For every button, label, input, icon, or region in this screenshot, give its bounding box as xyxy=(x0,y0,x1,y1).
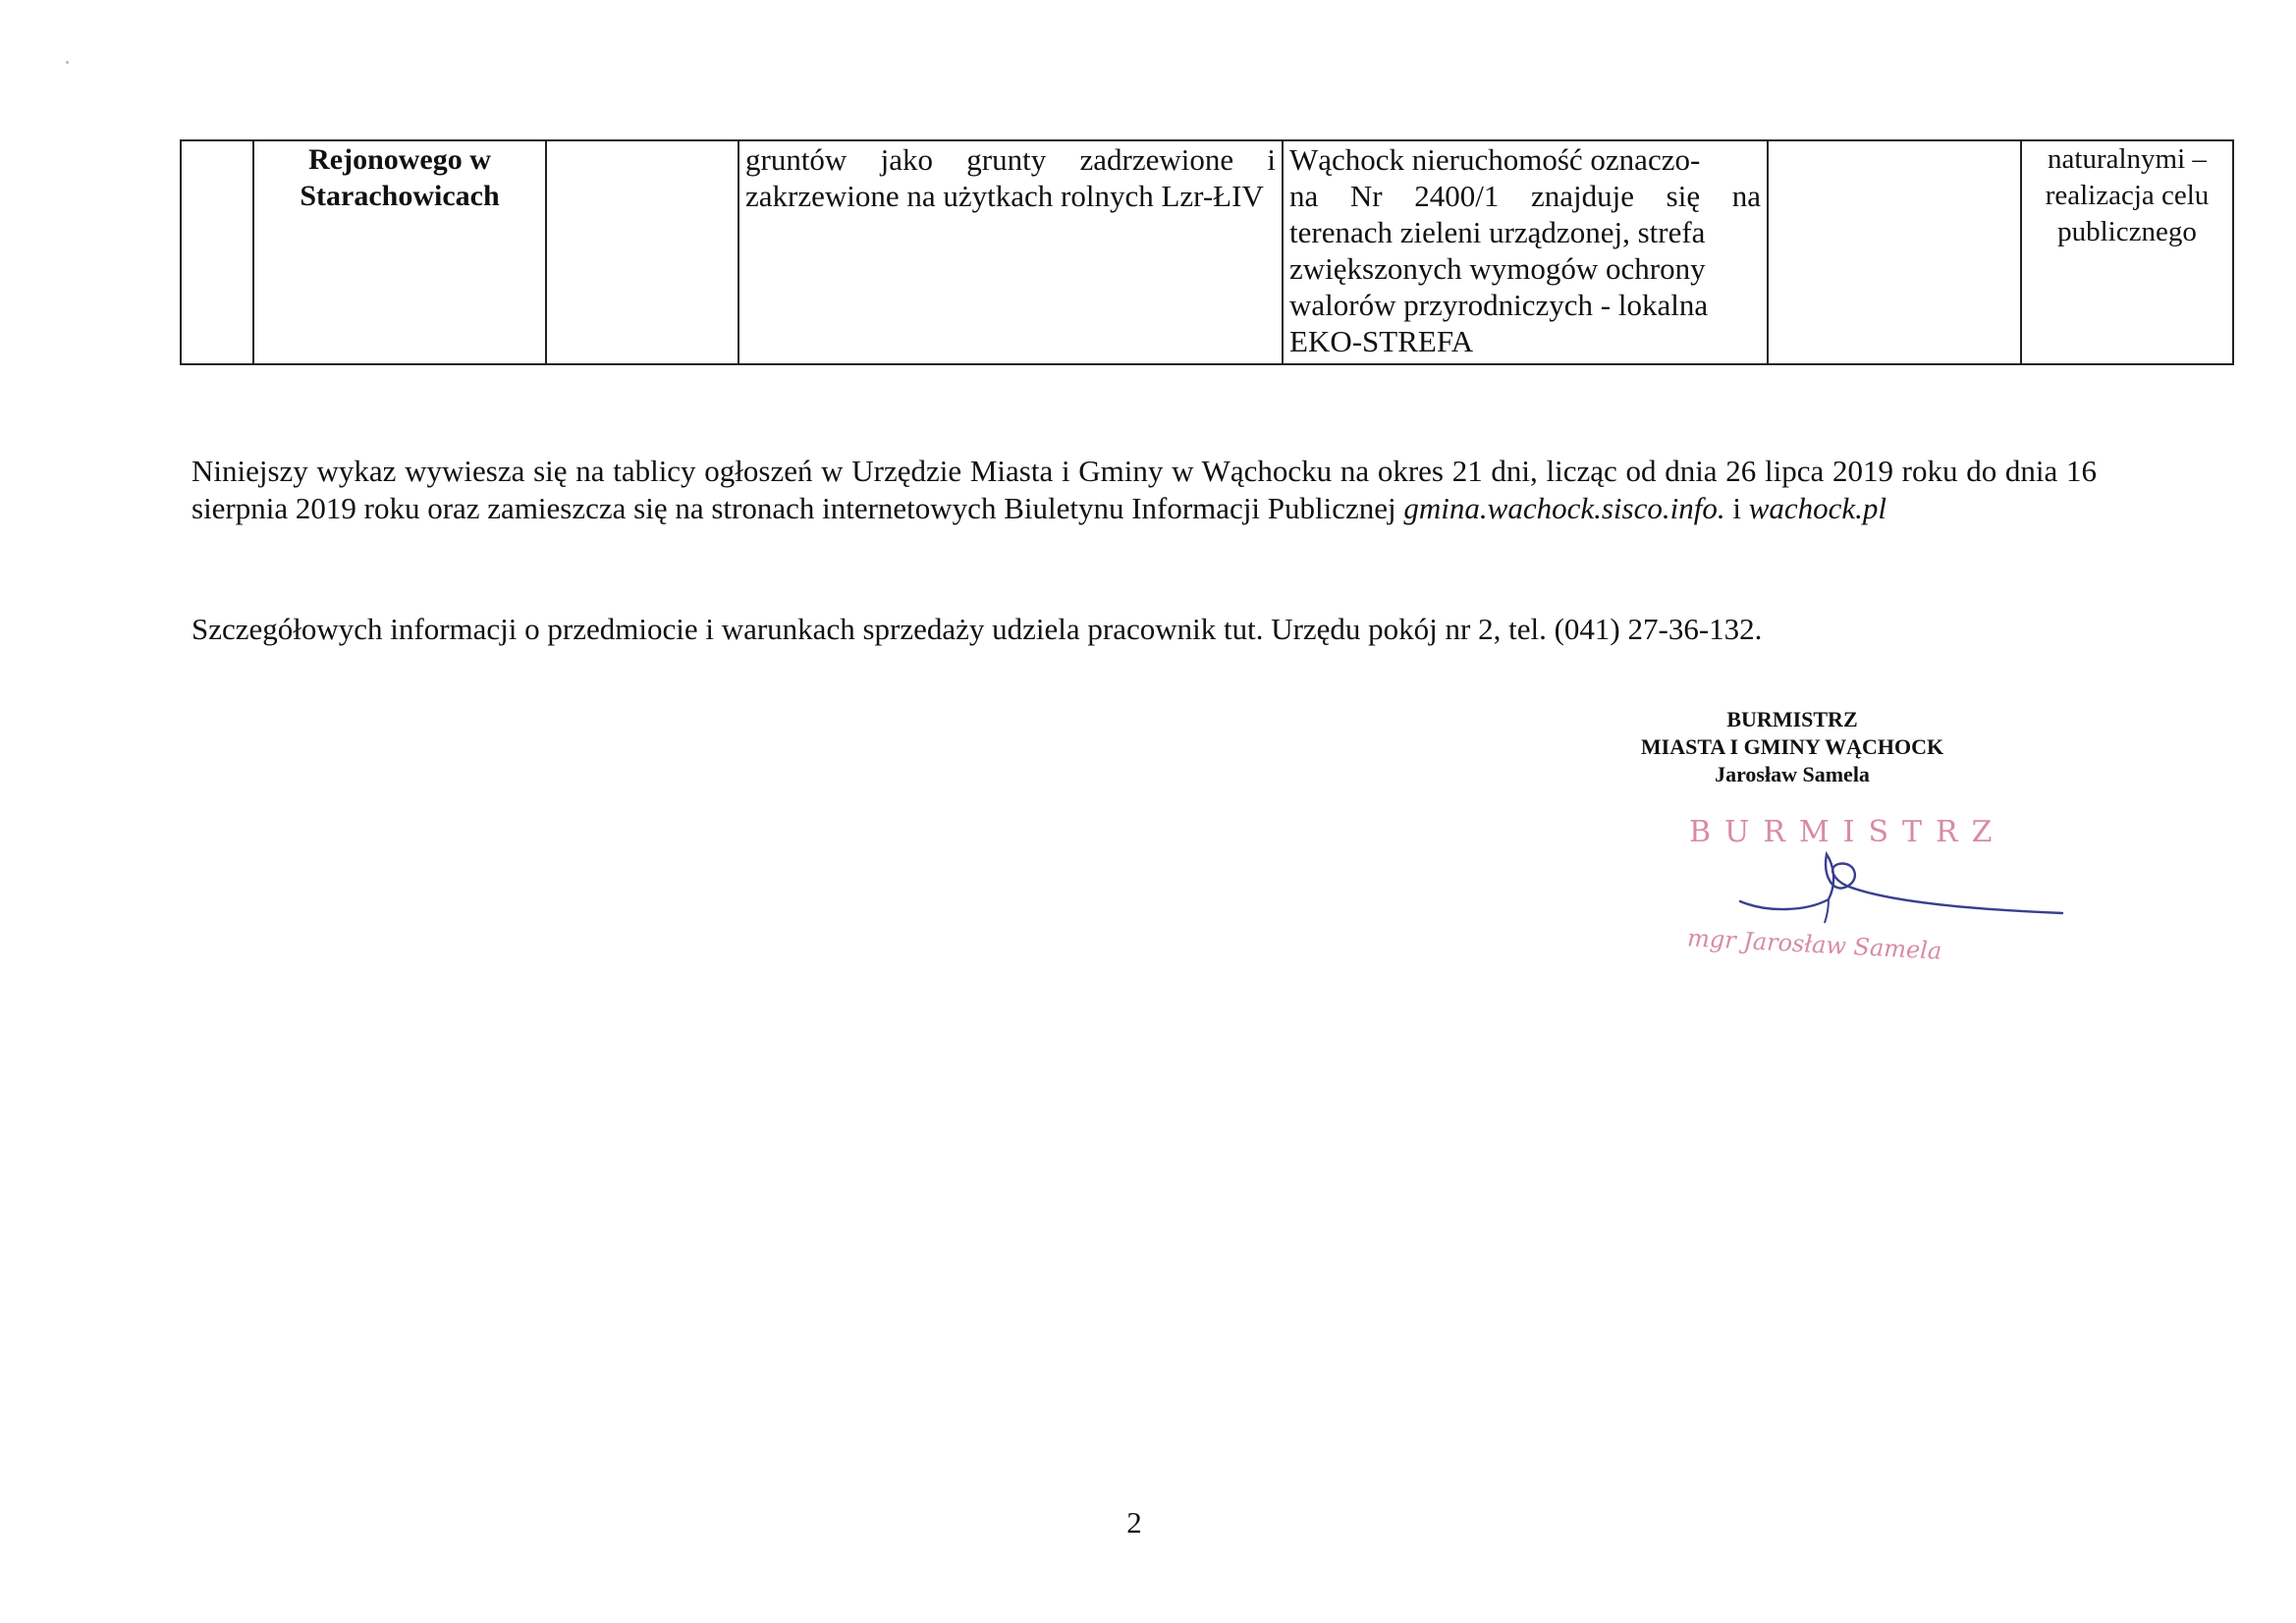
scan-artifact xyxy=(66,61,69,64)
table-cell-empty xyxy=(1768,140,2021,364)
zoning-line: terenach zieleni urządzonej, strefa xyxy=(1289,215,1706,249)
bip-link[interactable]: gmina.wachock.sisco.info. xyxy=(1403,491,1725,525)
zoning-line: walorów przyrodniczych - lokalna xyxy=(1289,288,1709,322)
notice-paragraph xyxy=(191,453,2097,527)
signatory-title: BURMISTRZ xyxy=(1726,707,1858,731)
table-row xyxy=(181,140,2233,364)
page-number: 2 xyxy=(1126,1505,1142,1540)
website-link[interactable]: wachock.pl xyxy=(1748,491,1887,525)
table-cell-purpose xyxy=(2021,140,2233,364)
details-paragraph: Szczegółowych informacji o przedmiocie i warunkach sprzedaży udziela pracownik tut. Urzędu pokój nr 2, tel. (041) 27-36-132. xyxy=(191,612,1763,646)
zoning-line: Wąchock nieruchomość oznaczo- xyxy=(1289,142,1701,177)
stamp-name: mgr Jarosław Samela xyxy=(1686,924,1942,965)
purpose-line: realizacja celu xyxy=(2045,180,2210,211)
office-line: Rejonowego w xyxy=(308,143,491,176)
table-cell-office xyxy=(253,140,546,364)
signatory-name: Jarosław Samela xyxy=(1715,762,1870,786)
notice-text: Niniejszy wykaz wywiesza się na tablicy ogłoszeń w Urzędzie Miasta i Gminy w Wąchocku na okres 21 dni, licząc od dnia 26 lipca 2019 roku do dnia 16 sierpnia 2019 roku oraz zamieszcza się na stronach internetowych Biuletynu Informacji Publicznej xyxy=(191,454,2097,525)
signature-block xyxy=(1571,706,2013,788)
table-cell-empty xyxy=(546,140,738,364)
property-table-fragment xyxy=(180,139,2234,365)
notice-connector: i xyxy=(1732,491,1741,525)
table-cell-number xyxy=(181,140,253,364)
land-description-text: gruntów jako grunty zadrzewione i zakrzewione na użytkach rolnych Lzr-ŁIV xyxy=(745,142,1276,213)
purpose-line: publicznego xyxy=(2057,216,2197,247)
official-stamp xyxy=(1669,815,2082,972)
purpose-line: naturalnymi – xyxy=(2048,143,2207,175)
signatory-office: MIASTA I GMINY WĄCHOCK xyxy=(1640,734,1944,759)
zoning-line: zwiększonych wymogów ochrony xyxy=(1289,251,1706,286)
zoning-line: EKO-STREFA xyxy=(1289,324,1474,358)
table-cell-zoning xyxy=(1283,140,1768,364)
stamp-title: BURMISTRZ xyxy=(1689,815,2006,849)
table-cell-land-description xyxy=(738,140,1283,364)
zoning-line: na Nr 2400/1 znajduje się na xyxy=(1289,179,1761,213)
office-line: Starachowicach xyxy=(300,180,500,212)
